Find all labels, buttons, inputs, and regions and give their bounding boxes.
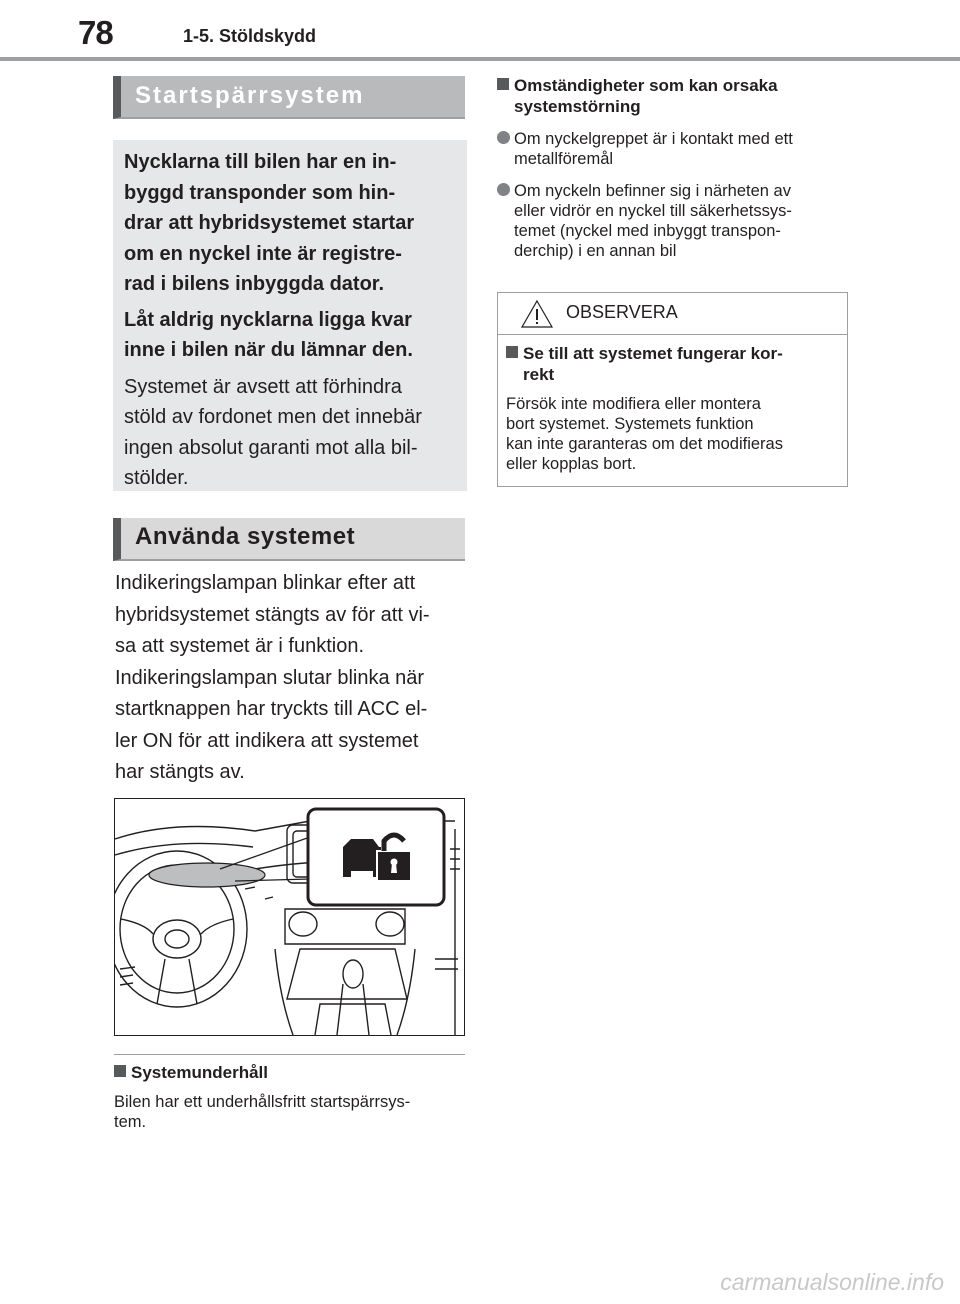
square-bullet-icon bbox=[506, 346, 518, 358]
maintenance-heading: Systemunderhåll bbox=[114, 1062, 466, 1083]
bullet-item: Om nyckeln befinner sig i närheten av eller vidrör en nyckel till säkerhetssys- temet (nyckel med inbyggt transpon- derchip) i en annan bil bbox=[497, 181, 857, 261]
intro-bold-warning: Låt aldrig nycklarna ligga kvar inne i bilen när du lämnar den. bbox=[124, 308, 413, 361]
page-number: 78 bbox=[78, 14, 113, 51]
heading-label: Använda systemet bbox=[135, 523, 356, 550]
watermark-logo: carmanualsonline.info bbox=[720, 1269, 944, 1295]
paragraph-2: Indikeringslampan slutar blinka när startknappen har tryckts till ACC el- ler ON för att indikera att systemet har stängts av. bbox=[115, 666, 428, 783]
round-bullet-icon bbox=[497, 183, 510, 196]
notice-box bbox=[497, 292, 848, 487]
notice-title: OBSERVERA bbox=[566, 302, 678, 322]
notice-header bbox=[498, 293, 847, 335]
paragraph-1: Indikeringslampan blinkar efter att hybridsystemet stängts av för att vi- sa att systemet är i funktion. bbox=[115, 572, 430, 657]
circumstances-heading: Omständigheter som kan orsaka systemstörning bbox=[497, 75, 857, 117]
maintenance-section bbox=[114, 1062, 466, 1132]
circumstances-section bbox=[497, 75, 857, 261]
heading-label: Startspärrsystem bbox=[135, 82, 365, 109]
heading-startsparrsystem bbox=[113, 76, 465, 119]
maintenance-text: Bilen har ett underhållsfritt startspärrsys- tem. bbox=[114, 1093, 411, 1131]
intro-bold-text: Nycklarna till bilen har en in- byggd transponder som hin- drar att hybridsystemet startar om en nyckel inte är registre- rad i bilens inbyggda dator. bbox=[124, 151, 415, 295]
notice-heading: Se till att systemet fungerar kor- rekt bbox=[506, 343, 841, 385]
dashboard-illustration bbox=[114, 798, 465, 1036]
header-divider bbox=[0, 57, 960, 61]
square-bullet-icon bbox=[497, 78, 509, 90]
body-paragraphs bbox=[115, 568, 467, 789]
intro-regular-text: Systemet är avsett att förhindra stöld av fordonet men det innebär ingen absolut garanti mot alla bil- stölder. bbox=[124, 375, 422, 489]
section-title: 1-5. Stöldskydd bbox=[183, 26, 317, 46]
intro-box bbox=[113, 140, 467, 491]
heading-anvanda-systemet bbox=[113, 518, 465, 561]
notice-text: Försök inte modifiera eller montera bort systemet. Systemets funktion kan inte garanteras om det modifieras eller kopplas bort. bbox=[506, 395, 783, 473]
bullet-item: Om nyckelgreppet är i kontakt med ett metallföremål bbox=[497, 129, 857, 169]
round-bullet-icon bbox=[497, 131, 510, 144]
dashboard-drawing bbox=[115, 799, 464, 1035]
square-bullet-icon bbox=[114, 1065, 126, 1077]
warning-triangle-icon bbox=[520, 299, 554, 329]
divider bbox=[114, 1054, 465, 1055]
